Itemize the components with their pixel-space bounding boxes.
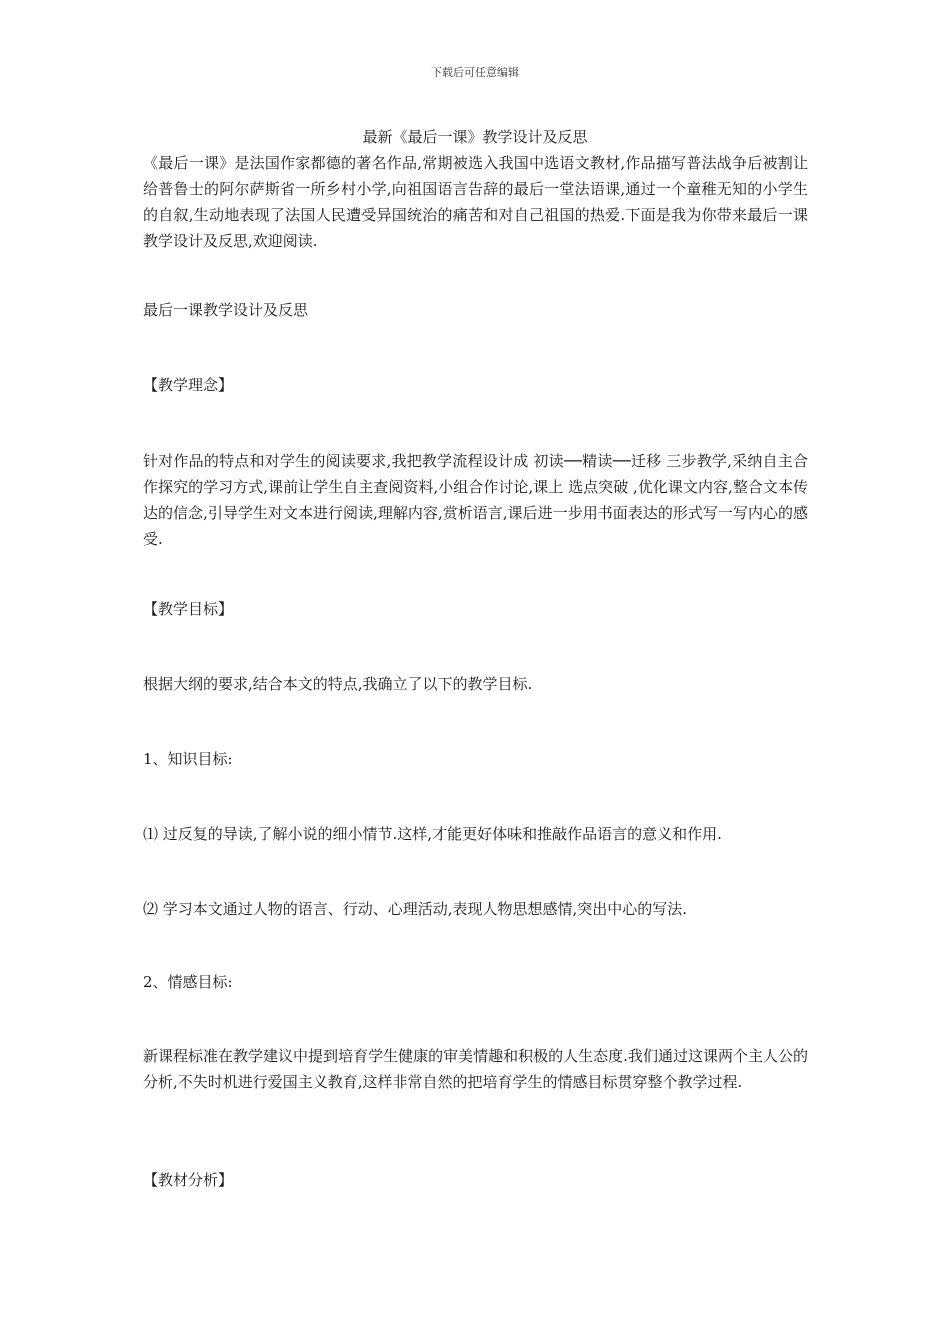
emotion-heading: 2、情感目标:	[143, 973, 233, 991]
concept-paragraph: 针对作品的特点和对学生的阅读要求,我把教学流程设计成 初读──精读──迁移 三步教学,采纳自主合作探究的学习方式,课前让学生自主查阅资料,小组合作讨论,课上 选点突破 ,优化课文内容,整合文本传达的信念,引导学生对文本进行阅读,理解内容,赏析语言,课后进一步用书面表达的形式写一写内心的感受.	[143, 452, 808, 548]
header-note: 下载后可任意编辑	[431, 66, 519, 79]
intro-paragraph: 《最后一课》是法国作家都德的著名作品,常期被选入我国中选语文教材,作品描写普法战争后被割让给普鲁士的阿尔萨斯省一所乡村小学,向祖国语言告辞的最后一堂法语课,通过一个童稚无知的小学生的自叙,生动地表现了法国人民遭受异国统治的痛苦和对自己祖国的热爱.下面是我为你带来最后一课教学设计及反思,欢迎阅读.	[143, 154, 808, 250]
emotion-paragraph: 新课程标准在教学建议中提到培育学生健康的审美情趣和积极的人生态度.我们通过这课两个主人公的分析,不失时机进行爱国主义教育,这样非常自然的把培育学生的情感目标贯穿整个教学过程.	[143, 1047, 808, 1091]
knowledge-item-1: ⑴ 过反复的导读,了解小说的细小情节.这样,才能更好体味和推敲作品语言的意义和作用.	[143, 825, 722, 843]
knowledge-item-2: ⑵ 学习本文通过人物的语言、行动、心理活动,表现人物思想感情,突出中心的写法.	[143, 900, 688, 918]
section-heading-concept: 【教学理念】	[143, 376, 234, 394]
page-title: 最新《最后一课》教学设计及反思	[362, 128, 588, 146]
section-heading-material: 【教材分析】	[143, 1171, 234, 1189]
section-heading-goals: 【教学目标】	[143, 600, 234, 618]
knowledge-heading: 1、知识目标:	[143, 750, 233, 768]
goals-intro: 根据大纲的要求,结合本文的特点,我确立了以下的教学目标.	[143, 675, 533, 693]
subtitle: 最后一课教学设计及反思	[143, 301, 309, 319]
